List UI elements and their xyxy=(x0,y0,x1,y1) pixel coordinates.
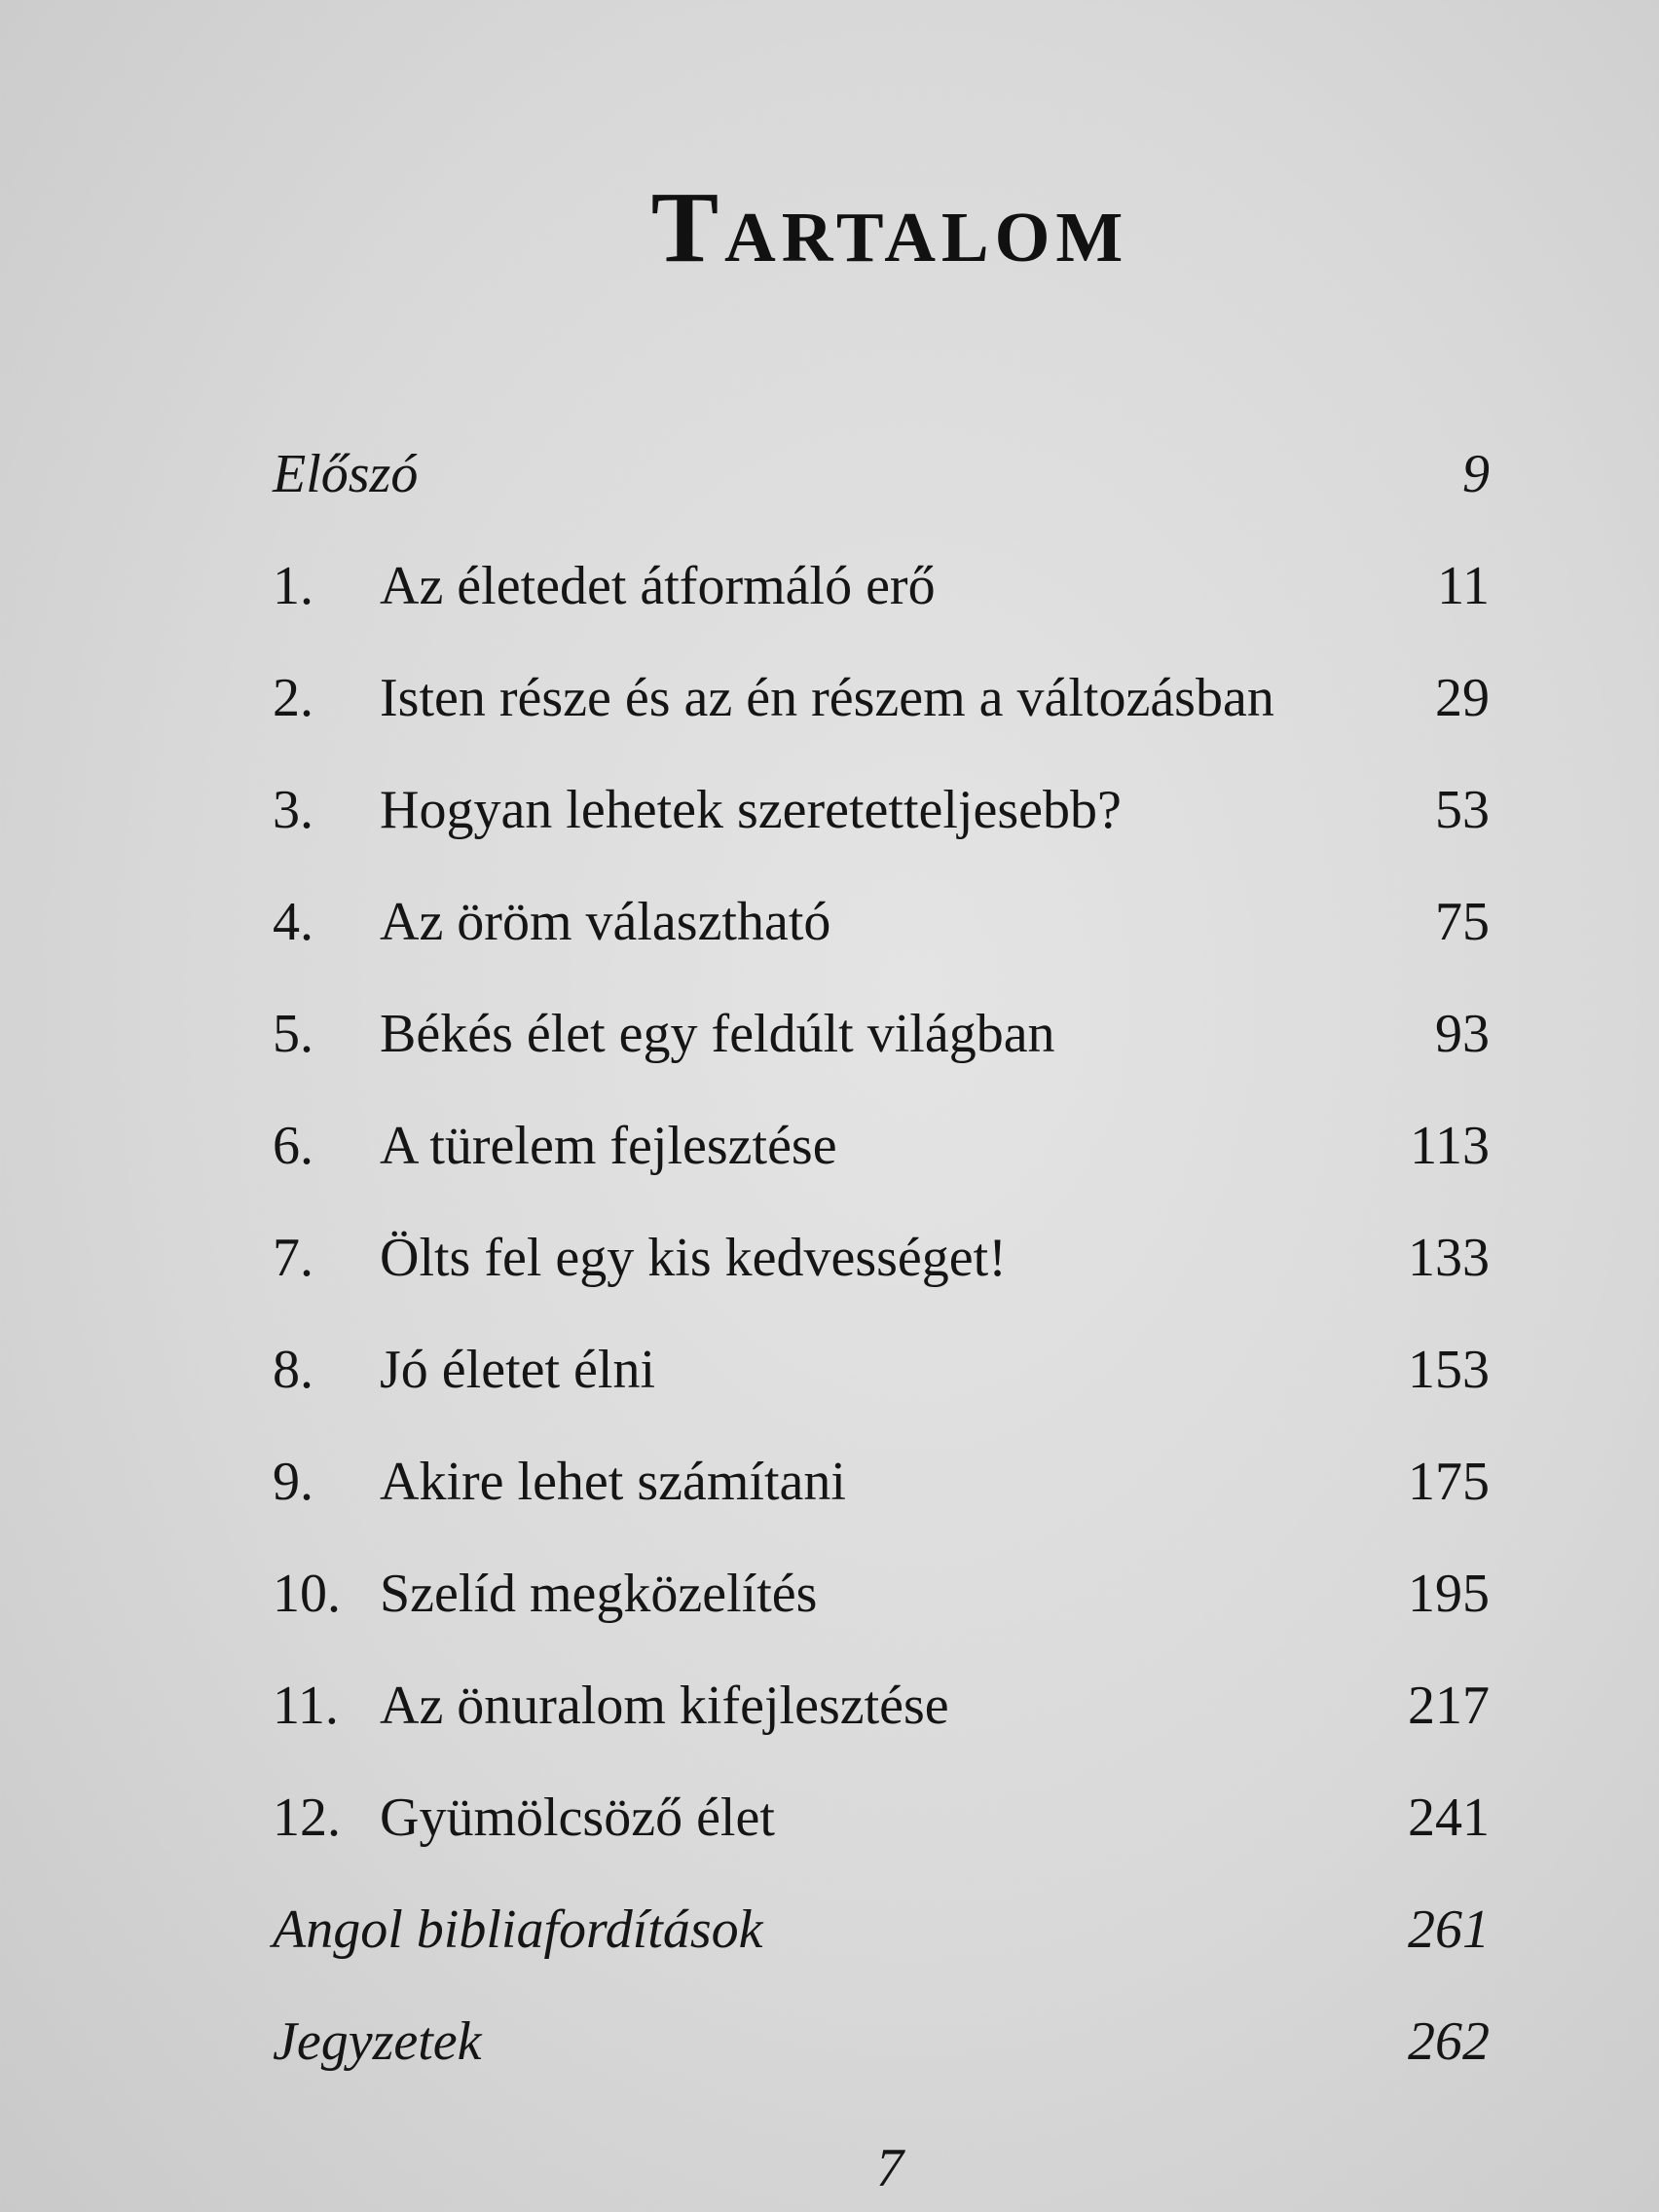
toc-entry-page: 53 xyxy=(1435,780,1490,840)
toc-entry-chapter-12 xyxy=(273,1762,1490,1874)
toc-entry-page: 217 xyxy=(1408,1676,1490,1736)
toc-entry-bible-translations xyxy=(273,1874,1490,1986)
toc-entry-label: Akire lehet számítani xyxy=(380,1452,846,1512)
toc-entry-page: 175 xyxy=(1408,1452,1490,1512)
toc-entry-label: Előszó xyxy=(273,444,419,504)
toc-entry-label: Jegyzetek xyxy=(273,2011,482,2072)
toc-entry-label: Gyümölcsöző élet xyxy=(380,1788,775,1848)
toc-entry-chapter-11 xyxy=(273,1650,1490,1762)
toc-entry-page: 75 xyxy=(1435,892,1490,952)
toc-entry-number: 6. xyxy=(273,1116,313,1176)
toc-entry-page: 93 xyxy=(1435,1004,1490,1064)
toc-entry-page: 262 xyxy=(1408,2011,1490,2072)
toc-entry-foreword xyxy=(273,419,1490,531)
toc-entry-number: 4. xyxy=(273,892,313,952)
toc-entry-number: 11. xyxy=(273,1676,339,1736)
toc-entry-chapter-7 xyxy=(273,1202,1490,1314)
toc-entry-label: Az önuralom kifejlesztése xyxy=(380,1676,949,1736)
toc-entry-number: 10. xyxy=(273,1564,341,1624)
toc-entry-number: 2. xyxy=(273,668,313,728)
toc-entry-label: Az életedet átformáló erő xyxy=(380,556,936,616)
toc-entry-number: 5. xyxy=(273,1004,313,1064)
toc-entry-chapter-3 xyxy=(273,755,1490,866)
toc-entry-number: 3. xyxy=(273,780,313,840)
toc-entry-label: Jó életet élni xyxy=(380,1340,656,1400)
page-number: 7 xyxy=(876,2138,903,2198)
toc-entry-page: 11 xyxy=(1437,556,1490,616)
toc-entry-page: 153 xyxy=(1408,1340,1490,1400)
toc-entry-label: A türelem fejlesztése xyxy=(380,1116,837,1176)
toc-entry-label: Hogyan lehetek szeretetteljesebb? xyxy=(380,780,1122,840)
toc-entry-number: 1. xyxy=(273,556,313,616)
toc-entry-label: Isten része és az én részem a változásban xyxy=(380,668,1274,728)
toc-entry-label: Angol bibliafordítások xyxy=(273,1899,763,1960)
toc-entry-chapter-2 xyxy=(273,643,1490,755)
toc-entry-number: 12. xyxy=(273,1788,341,1848)
toc-entry-chapter-10 xyxy=(273,1538,1490,1650)
toc-entry-chapter-6 xyxy=(273,1090,1490,1202)
toc-entry-page: 9 xyxy=(1462,444,1490,504)
toc-entry-page: 29 xyxy=(1435,668,1490,728)
toc-entry-label: Szelíd megközelítés xyxy=(380,1564,818,1624)
toc-entry-chapter-4 xyxy=(273,866,1490,978)
toc-entry-page: 113 xyxy=(1410,1116,1490,1176)
toc-entry-number: 8. xyxy=(273,1340,313,1400)
toc-entry-chapter-1 xyxy=(273,531,1490,643)
toc-entry-number: 9. xyxy=(273,1452,313,1512)
table-of-contents xyxy=(273,419,1490,2098)
toc-entry-chapter-8 xyxy=(273,1314,1490,1426)
toc-entry-notes xyxy=(273,1986,1490,2098)
toc-entry-label: Békés élet egy feldúlt világban xyxy=(380,1004,1055,1064)
toc-entry-page: 241 xyxy=(1408,1788,1490,1848)
toc-entry-page: 261 xyxy=(1408,1899,1490,1960)
toc-entry-page: 195 xyxy=(1408,1564,1490,1624)
toc-entry-label: Ölts fel egy kis kedvességet! xyxy=(380,1228,1007,1288)
toc-entry-page: 133 xyxy=(1408,1228,1490,1288)
toc-entry-label: Az öröm választható xyxy=(380,892,831,952)
toc-entry-number: 7. xyxy=(273,1228,313,1288)
toc-entry-chapter-9 xyxy=(273,1426,1490,1538)
toc-entry-chapter-5 xyxy=(273,978,1490,1090)
page-title: Tartalom xyxy=(650,170,1129,283)
